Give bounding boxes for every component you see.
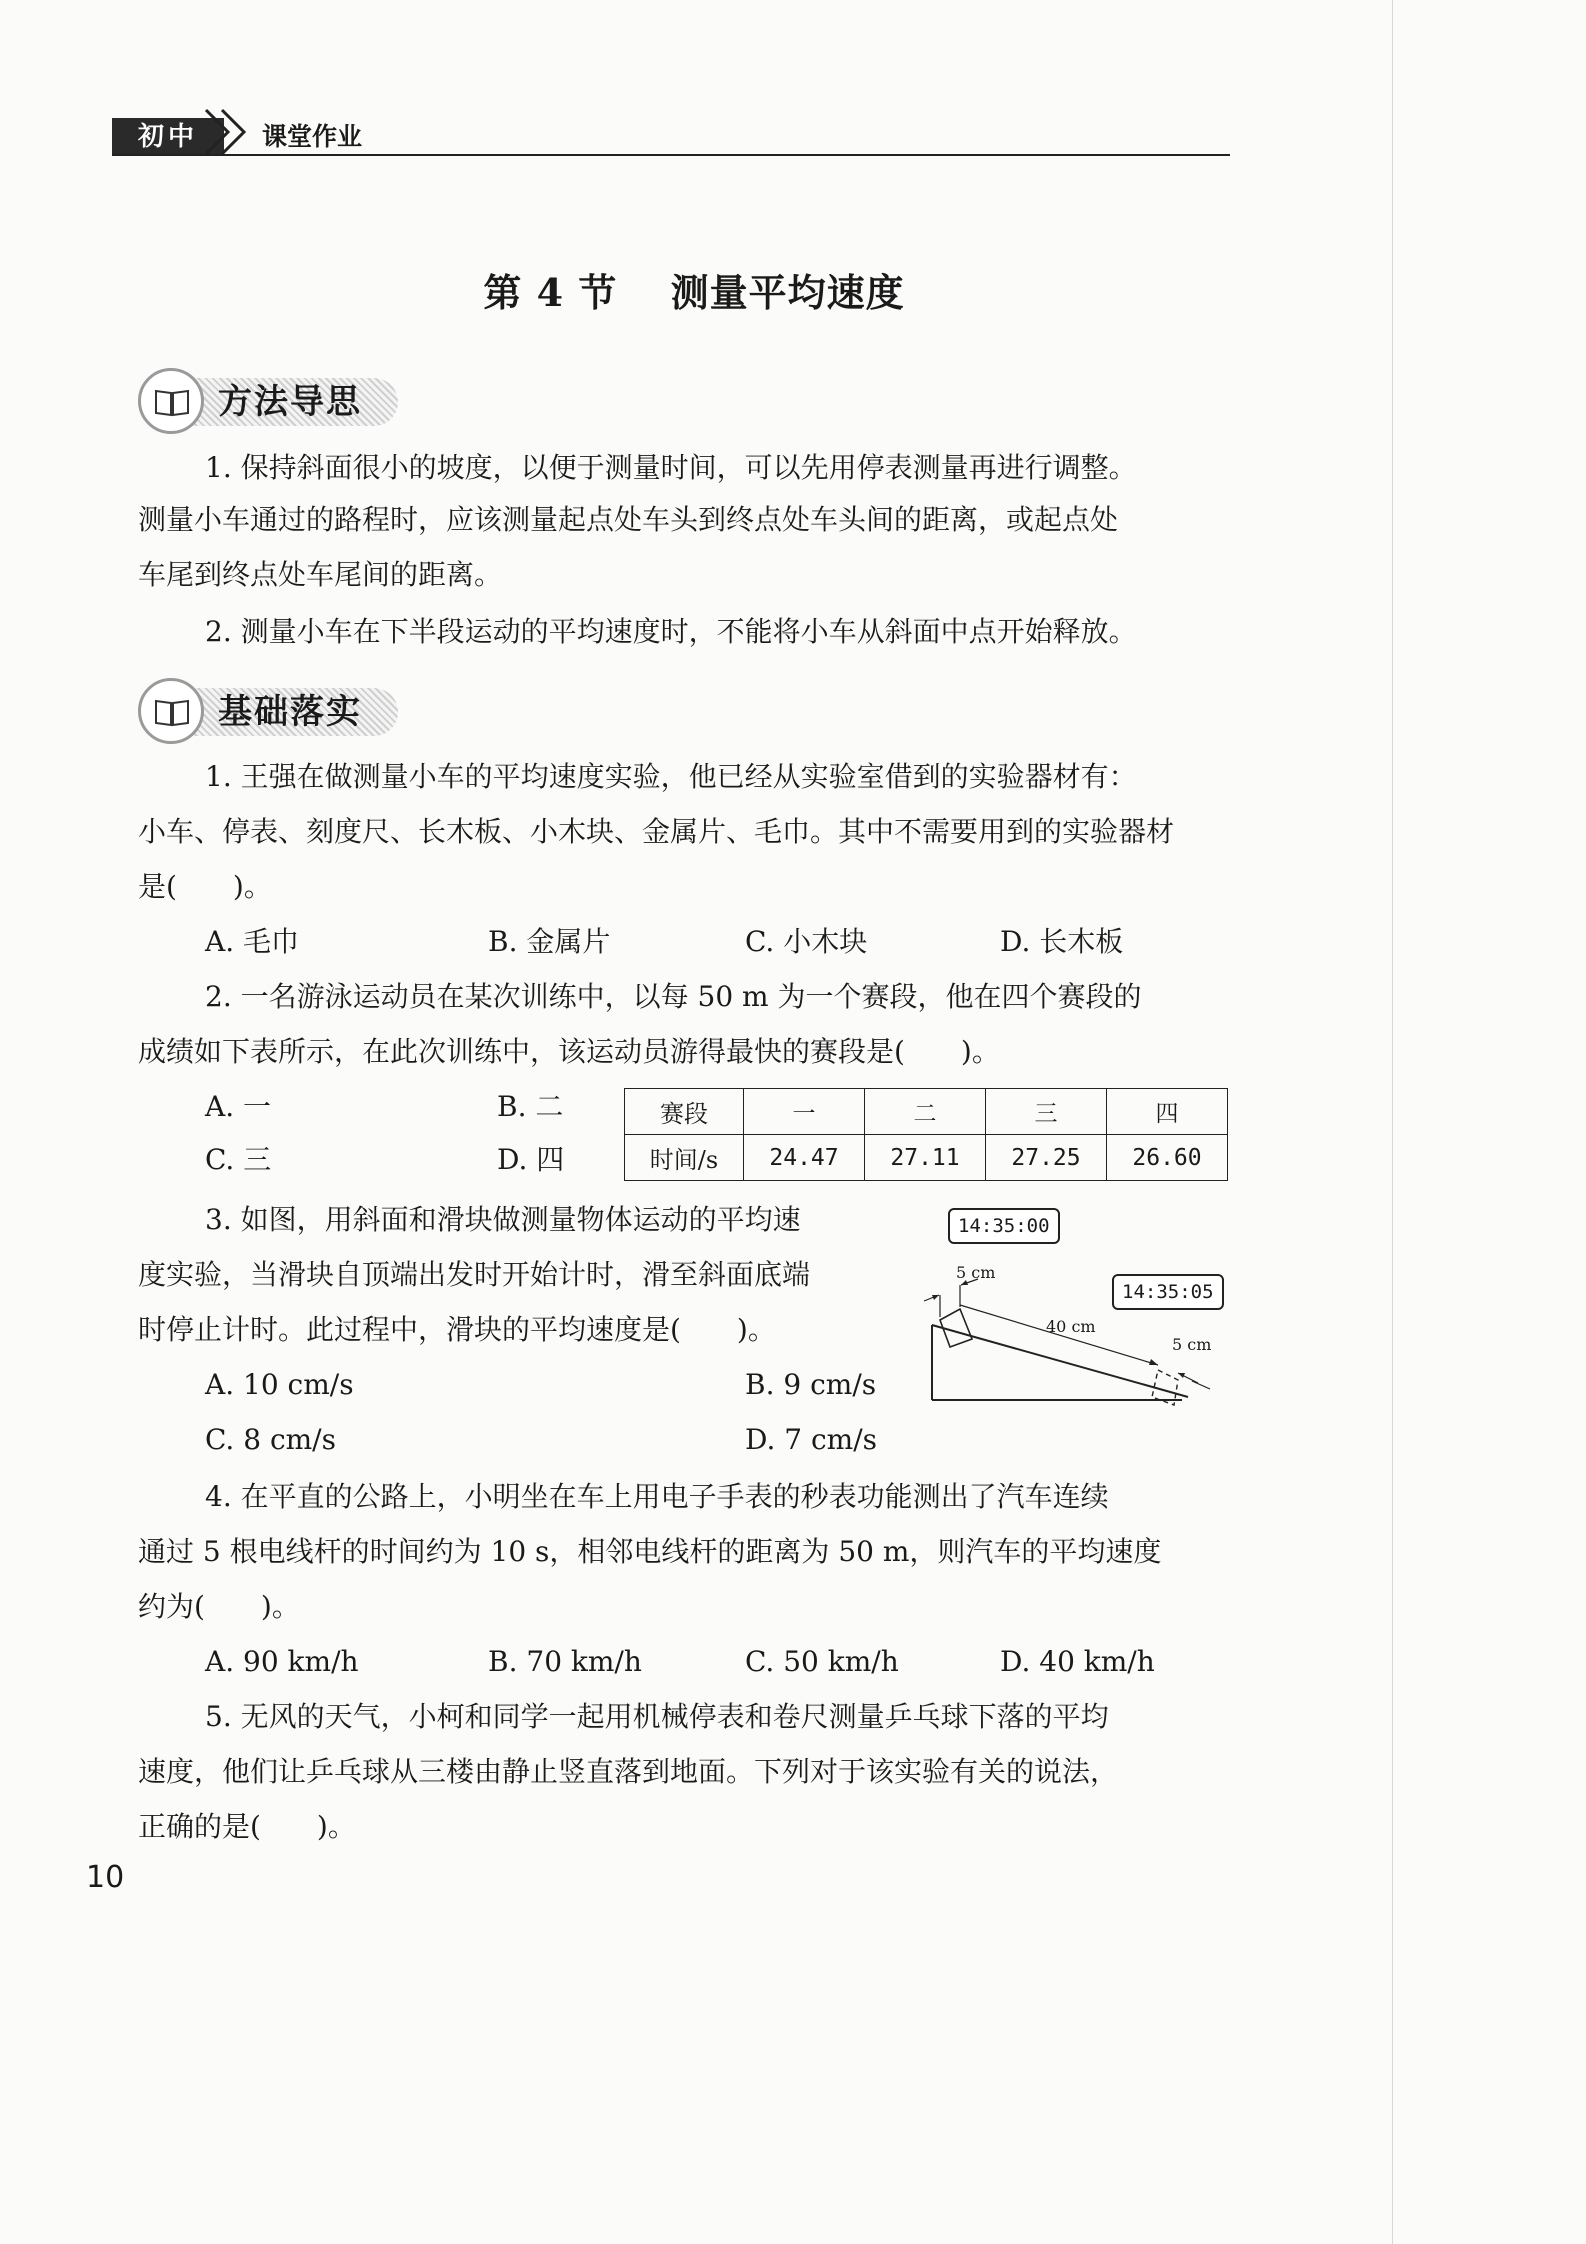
book-icon xyxy=(153,385,191,419)
page-title xyxy=(0,262,1388,317)
section-title: 基础落实 xyxy=(218,692,362,732)
method-line-2: 测量小车通过的路程时，应该测量起点处车头到终点处车头间的距离，或起点处 xyxy=(138,503,1119,536)
q3-option-c: C. 8 cm/s xyxy=(205,1423,336,1456)
q4-line-3: 约为( )。 xyxy=(138,1590,300,1623)
page-number: 10 xyxy=(86,1860,125,1895)
q1-option-b: B. 金属片 xyxy=(488,925,611,958)
header-rule xyxy=(112,154,1230,156)
q5-line-1: 5. 无风的天气，小柯和同学一起用机械停表和卷尺测量乒乓球下落的平均 xyxy=(205,1700,1109,1733)
book-icon xyxy=(153,695,191,729)
q3-line-2: 度实验，当滑块自顶端出发时开始计时，滑至斜面底端 xyxy=(138,1258,811,1291)
method-line-4: 2. 测量小车在下半段运动的平均速度时，不能将小车从斜面中点开始释放。 xyxy=(205,615,1137,648)
table-cell: 四 xyxy=(1107,1089,1228,1135)
table-row xyxy=(625,1089,1228,1135)
book-icon-badge xyxy=(138,368,204,434)
section-header-basics xyxy=(138,678,398,744)
q4-option-a: A. 90 km/h xyxy=(205,1645,359,1678)
clock-end: 14:35:05 xyxy=(1112,1274,1224,1310)
header-title: 课堂作业 xyxy=(262,122,363,151)
q4-option-c: C. 50 km/h xyxy=(745,1645,899,1678)
chevron-right-icon xyxy=(198,104,258,156)
q1-option-d: D. 长木板 xyxy=(1000,925,1124,958)
q2-option-c: C. 三 xyxy=(205,1143,272,1176)
q2-option-b: B. 二 xyxy=(497,1090,564,1123)
q2-line-2: 成绩如下表所示，在此次训练中，该运动员游得最快的赛段是( )。 xyxy=(138,1035,1000,1068)
clock-start: 14:35:00 xyxy=(948,1208,1060,1244)
q1-line-2: 小车、停表、刻度尺、长木板、小木块、金属片、毛巾。其中不需要用到的实验器材 xyxy=(138,815,1175,848)
q4-line-2: 通过 5 根电线杆的时间约为 10 s，相邻电线杆的距离为 50 m，则汽车的平均速度 xyxy=(138,1535,1162,1568)
table-cell: 27.11 xyxy=(865,1135,986,1181)
table-cell: 一 xyxy=(744,1089,865,1135)
book-icon-badge xyxy=(138,678,204,744)
q1-option-a: A. 毛巾 xyxy=(205,925,300,958)
q2-option-d: D. 四 xyxy=(497,1143,565,1176)
swim-times-table xyxy=(624,1088,1228,1181)
section-header-method xyxy=(138,368,398,434)
q5-line-2: 速度，他们让乒乓球从三楼由静止竖直落到地面。下列对于该实验有关的说法， xyxy=(138,1755,1119,1788)
q1-line-1: 1. 王强在做测量小车的平均速度实验，他已经从实验室借到的实验器材有： xyxy=(205,760,1137,793)
q4-line-1: 4. 在平直的公路上，小明坐在车上用电子手表的秒表功能测出了汽车连续 xyxy=(205,1480,1109,1513)
q3-line-3: 时停止计时。此过程中，滑块的平均速度是( )。 xyxy=(138,1313,776,1346)
q2-line-1: 2. 一名游泳运动员在某次训练中，以每 50 m 为一个赛段，他在四个赛段的 xyxy=(205,980,1142,1013)
q4-option-d: D. 40 km/h xyxy=(1000,1645,1155,1678)
dimension-label-middle: 40 cm xyxy=(1046,1317,1096,1336)
section-title: 方法导思 xyxy=(218,382,362,422)
q3-line-1: 3. 如图，用斜面和滑块做测量物体运动的平均速 xyxy=(205,1203,801,1236)
q2-option-a: A. 一 xyxy=(205,1090,272,1123)
q3-option-b: B. 9 cm/s xyxy=(745,1368,877,1401)
dimension-label-top: 5 cm xyxy=(956,1263,996,1282)
table-cell: 27.25 xyxy=(986,1135,1107,1181)
q4-option-b: B. 70 km/h xyxy=(488,1645,642,1678)
table-cell: 26.60 xyxy=(1107,1135,1228,1181)
q1-line-3: 是( )。 xyxy=(138,870,272,903)
table-cell: 时间/s xyxy=(625,1135,744,1181)
table-cell: 三 xyxy=(986,1089,1107,1135)
table-cell: 赛段 xyxy=(625,1089,744,1135)
dimension-label-bottom: 5 cm xyxy=(1172,1335,1212,1354)
table-cell: 24.47 xyxy=(744,1135,865,1181)
table-cell: 二 xyxy=(865,1089,986,1135)
section-name: 测量平均速度 xyxy=(670,270,905,315)
q1-option-c: C. 小木块 xyxy=(745,925,868,958)
method-line-3: 车尾到终点处车尾间的距离。 xyxy=(138,558,503,591)
q3-option-d: D. 7 cm/s xyxy=(745,1423,878,1456)
q5-line-3: 正确的是( )。 xyxy=(138,1810,356,1843)
page-edge-line xyxy=(1392,0,1393,2244)
table-row xyxy=(625,1135,1228,1181)
header-badge: 初中 xyxy=(112,118,224,156)
section-number: 第 4 节 xyxy=(483,270,618,315)
method-line-1: 1. 保持斜面很小的坡度，以便于测量时间，可以先用停表测量再进行调整。 xyxy=(205,451,1137,484)
q3-option-a: A. 10 cm/s xyxy=(205,1368,354,1401)
